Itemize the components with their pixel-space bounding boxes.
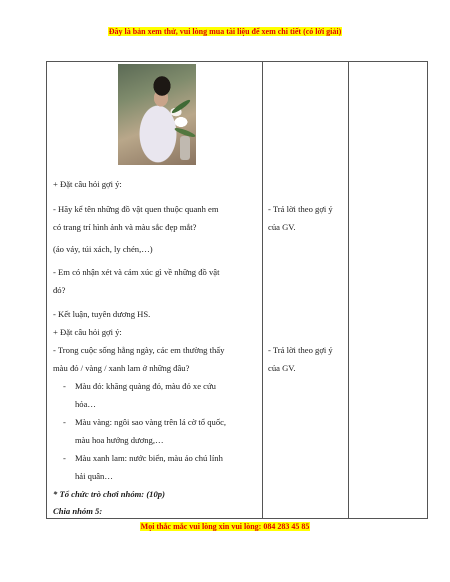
activity-heading: * Tổ chức trò chơi nhóm: (10p) bbox=[53, 489, 165, 499]
bullet-marker: - bbox=[63, 417, 66, 427]
conclusion-text: - Kết luận, tuyên dương HS. bbox=[53, 309, 151, 319]
question-line: màu đỏ / vàng / xanh lam ở những đâu? bbox=[53, 363, 190, 373]
list-item: hỏa… bbox=[75, 399, 97, 409]
list-item: Màu vàng: ngôi sao vàng trên lá cờ tổ quốc, bbox=[75, 417, 227, 427]
student-answer: - Trả lời theo gợi ý bbox=[268, 204, 333, 214]
bullet-marker: - bbox=[63, 453, 66, 463]
question-line: - Hãy kể tên những đồ vật quen thuộc quanh em bbox=[53, 204, 219, 214]
question-line: - Trong cuộc sống hằng ngày, các em thường thấy bbox=[53, 345, 225, 355]
column-divider bbox=[348, 62, 349, 518]
student-answer: của GV. bbox=[268, 363, 296, 373]
student-answer: - Trả lời theo gợi ý bbox=[268, 345, 333, 355]
student-answer: của GV. bbox=[268, 222, 296, 232]
lesson-table bbox=[46, 61, 428, 519]
question-heading: + Đặt câu hỏi gợi ý: bbox=[53, 327, 122, 337]
list-item: Màu đỏ: khăng quàng đỏ, màu đỏ xe cứu bbox=[75, 381, 216, 391]
answer-example: (áo váy, túi xách, ly chén,…) bbox=[53, 244, 153, 254]
question-heading: + Đặt câu hỏi gợi ý: bbox=[53, 179, 122, 189]
painting-image bbox=[118, 64, 196, 165]
contact-banner: Mọi thắc mắc vui lòng xin vui lòng: 084 283 45 85 bbox=[140, 522, 310, 531]
preview-banner: Đây là bản xem thử, vui lòng mua tài liệu để xem chi tiết (có lời giải) bbox=[108, 27, 342, 36]
column-divider bbox=[262, 62, 263, 518]
list-item: Màu xanh lam: nước biển, màu áo chú lính bbox=[75, 453, 223, 463]
bullet-marker: - bbox=[63, 381, 66, 391]
question-line: có trang trí hình ảnh và màu sắc đẹp mắt? bbox=[53, 222, 197, 232]
groups-heading: Chia nhóm 5: bbox=[53, 506, 103, 516]
question-line: - Em có nhận xét và cảm xúc gì về những đồ vật bbox=[53, 267, 220, 277]
question-line: đó? bbox=[53, 285, 66, 295]
list-item: hải quân… bbox=[75, 471, 113, 481]
list-item: màu hoa hướng dương,… bbox=[75, 435, 164, 445]
